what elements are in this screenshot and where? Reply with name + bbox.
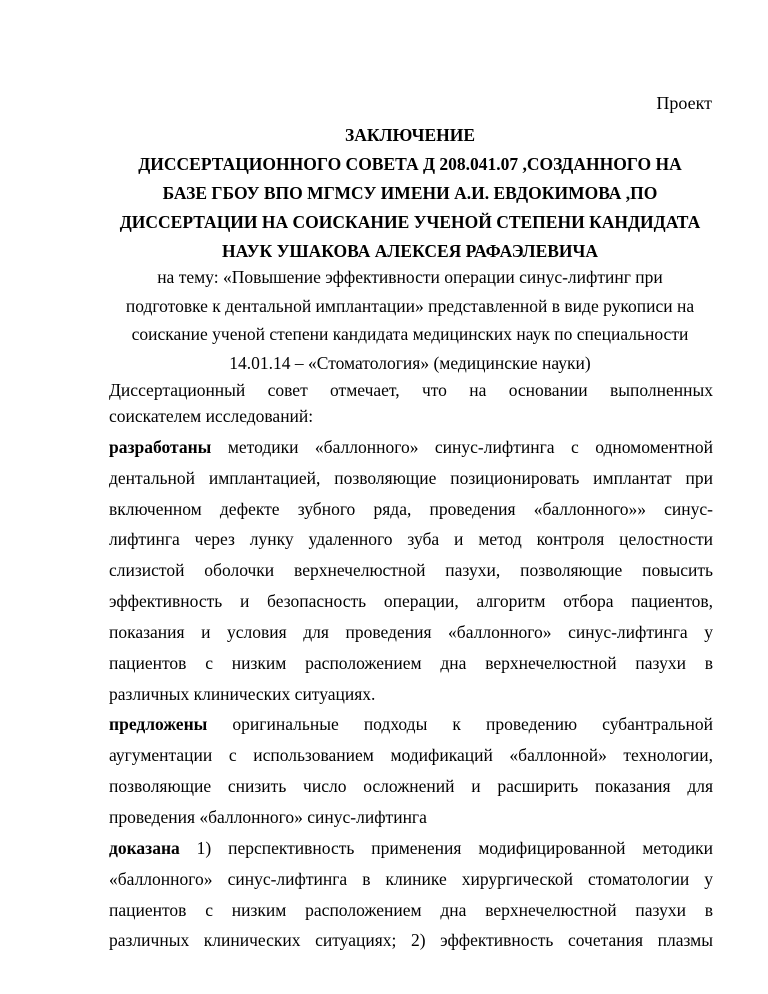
subject-line: 14.01.14 – «Стоматология» (медицинские науки) xyxy=(229,352,591,373)
developed-first-line xyxy=(109,434,713,465)
heading-line: НАУК УШАКОВА АЛЕКСЕЯ РАФАЭЛЕВИЧА xyxy=(221,241,599,261)
developed-line: показания и условия для проведения «баллонного» синус-лифтинга у xyxy=(109,621,713,642)
subject-line: соискание ученой степени кандидата медицинских наук по специальности xyxy=(131,324,689,345)
proven-line: различных клинических ситуациях; 2) эффективность сочетания плазмы xyxy=(109,930,713,951)
heading-line: ЗАКЛЮЧЕНИЕ xyxy=(344,125,476,145)
intro-line: Диссертационный совет отмечает, что на основании выполненных xyxy=(109,380,713,400)
proven-first-text: 1) перспективность применения модифицированной методики xyxy=(179,837,713,858)
dissertation-subject xyxy=(96,263,724,377)
developed-line: различных клинических ситуациях. xyxy=(109,683,376,704)
proposed-line: позволяющие снизить число осложнений и расширить показания для xyxy=(109,776,713,797)
proven-line: пациентов с низким расположением дна верхнечелюстной пазухи в xyxy=(109,899,713,920)
heading-line: БАЗЕ ГБОУ ВПО МГМСУ ИМЕНИ А.И. ЕВДОКИМОВА ,ПО xyxy=(162,183,658,203)
developed-line: включенном дефекте зубного ряда, проведения «баллонного»» синус- xyxy=(109,498,713,519)
proven-term: доказана xyxy=(109,837,180,858)
proposed-first-text: оригинальные подходы к проведению субантральной xyxy=(207,714,713,735)
subject-line: на тему: «Повышение эффективности операции синус-лифтинг при xyxy=(157,267,663,287)
proposed-line: аугументации с использованием модификаций «баллонной» технологии, xyxy=(109,745,713,766)
proposed-term: предложены xyxy=(109,714,208,735)
subject-line: подготовке к дентальной имплантации» представленной в виде рукописи на xyxy=(125,295,695,316)
proposed-line: проведения «баллонного» синус-лифтинга xyxy=(109,806,427,827)
document-heading xyxy=(96,121,724,266)
proven-first-line xyxy=(109,835,713,866)
developed-line: пациентов с низким расположением дна верхнечелюстной пазухи в xyxy=(109,652,713,673)
developed-line: лифтинга через лунку удаленного зуба и метод контроля целостности xyxy=(109,529,713,550)
proposed-first-line xyxy=(109,711,713,742)
intro-line: соискателем исследований: xyxy=(109,406,314,426)
developed-line: дентальной имплантацией, позволяющие позиционировать имплантат при xyxy=(109,467,713,488)
developed-first-text: методики «баллонного» синус-лифтинга с одномоментной xyxy=(211,436,713,457)
draft-label: Проект xyxy=(656,93,712,113)
developed-line: эффективность и безопасность операции, алгоритм отбора пациентов, xyxy=(109,591,713,612)
developed-term: разработаны xyxy=(109,436,212,457)
developed-line: слизистой оболочки верхнечелюстной пазухи, позволяющие повысить xyxy=(109,560,713,581)
conclusion-body xyxy=(109,377,713,958)
heading-line: ДИССЕРТАЦИОННОГО СОВЕТА Д 208.041.07 ,СОЗДАННОГО НА xyxy=(138,154,682,174)
heading-line: ДИССЕРТАЦИИ НА СОИСКАНИЕ УЧЕНОЙ СТЕПЕНИ КАНДИДАТА xyxy=(119,212,701,232)
proven-line: «баллонного» синус-лифтинга в клинике хирургической стоматологии у xyxy=(109,868,713,889)
